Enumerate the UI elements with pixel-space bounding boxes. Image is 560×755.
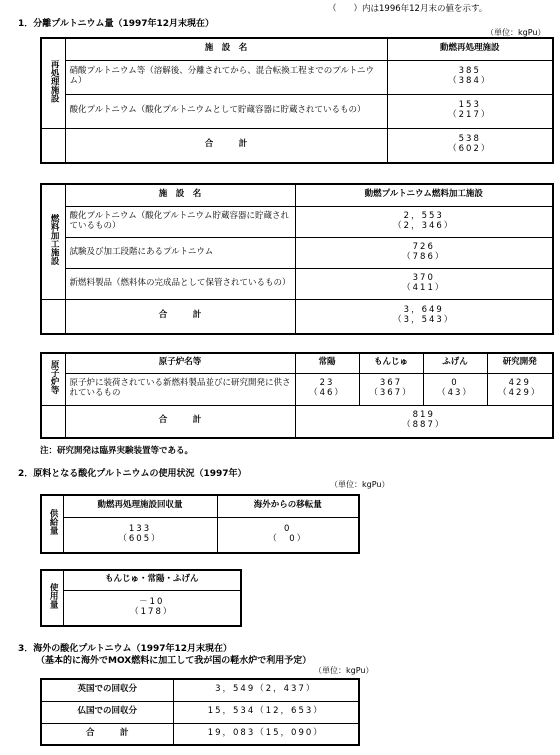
section-1-unit: （単位：kgPu） — [486, 28, 546, 37]
section-1-title: 1．分離プルトニウム量（1997年12月末現在） — [18, 19, 215, 29]
reprocessing-row-name: 酸化プルトニウム（酸化プルトニウムとして貯蔵容器に貯蔵されているもの） — [65, 94, 387, 128]
fuel-fabrication-row-value: 2，553 （2，346） — [295, 206, 553, 237]
overseas-total-label: 合 計 — [41, 723, 173, 745]
reprocessing-side-label: 再処理施設 — [41, 38, 65, 128]
reprocessing-table — [40, 37, 554, 164]
top-note: （ ）内は1996年12月末の値を示す。 — [328, 4, 488, 14]
overseas-row-value-france: 15，534（12，653） — [173, 701, 359, 723]
reactor-col-research: 研究開発 — [487, 353, 553, 373]
reprocessing-row-value: 153 （217） — [387, 94, 553, 128]
reactor-row-name: 原子炉に装荷されている新燃料製品並びに研究開発に供されているもの — [65, 373, 295, 405]
reactor-col-monju: もんじゅ — [359, 353, 423, 373]
fuel-fabrication-row-value: 726 （786） — [295, 237, 553, 268]
fuel-fabrication-col-name: 施 設 名 — [65, 184, 295, 206]
reactor-value-monju: 367 （367） — [359, 373, 423, 405]
section-3-title: 3．海外の酸化プルトニウム（1997年12月末現在） — [18, 644, 233, 654]
reprocessing-total-label: 合 計 — [65, 128, 387, 163]
supply-table — [40, 494, 360, 554]
reactor-col-name: 原子炉名等 — [65, 353, 295, 373]
use-side-label: 使用量 — [41, 570, 63, 626]
reactor-side-label: 原子炉等 — [41, 353, 65, 405]
reactor-value-joyo: 23 （46） — [295, 373, 359, 405]
use-value: －10 （178） — [63, 590, 241, 626]
section-2-unit: （単位：kgPu） — [330, 480, 390, 489]
reprocessing-row-name: 硝酸プルトニウム等（溶解後、分離されてから、混合転換工程までのプルトニウム） — [65, 60, 387, 94]
overseas-total-value: 19，083（15，090） — [173, 723, 359, 745]
reactor-table — [40, 352, 554, 439]
supply-value-overseas: 0 （ 0） — [217, 517, 359, 553]
use-col-reactors: もんじゅ・常陽・ふげん — [63, 570, 241, 590]
fuel-fabrication-total-label: 合 計 — [65, 299, 295, 334]
fuel-fabrication-row-name: 酸化プルトニウム（酸化プルトニウム貯蔵容器に貯蔵されているもの） — [65, 206, 295, 237]
fuel-fabrication-total-value: 3，649 （3，543） — [295, 299, 553, 334]
reprocessing-total-value: 538 （602） — [387, 128, 553, 163]
reprocessing-col-value: 動燃再処理施設 — [387, 38, 553, 60]
reactor-value-research: 429 （429） — [487, 373, 553, 405]
use-table — [40, 569, 242, 627]
fuel-fabrication-table — [40, 183, 554, 335]
section-3-unit: （単位：kgPu） — [314, 666, 374, 675]
fuel-fabrication-side-label: 燃料加工施設 — [41, 184, 65, 299]
reactor-col-joyo: 常陽 — [295, 353, 359, 373]
reprocessing-row-value: 385 （384） — [387, 60, 553, 94]
overseas-table — [40, 678, 360, 746]
section-2-title: 2．原料となる酸化プルトニウムの使用状況（1997年） — [18, 469, 247, 479]
reactor-total-value: 819 （887） — [295, 405, 553, 438]
fuel-fabrication-col-value: 動燃プルトニウム燃料加工施設 — [295, 184, 553, 206]
supply-col-overseas: 海外からの移転量 — [217, 495, 359, 517]
reactor-value-fugen: 0 （43） — [423, 373, 487, 405]
section-1-note: 注：研究開発は臨界実験装置等である。 — [40, 446, 194, 456]
reactor-total-label: 合 計 — [65, 405, 295, 438]
fuel-fabrication-row-name: 試験及び加工段階にあるプルトニウム — [65, 237, 295, 268]
supply-col-domestic: 動燃再処理施設回収量 — [63, 495, 217, 517]
overseas-row-value-uk: 3，549（2，437） — [173, 679, 359, 701]
reactor-col-fugen: ふげん — [423, 353, 487, 373]
section-3-subtitle: （基本的に海外でMOX燃料に加工して我が国の軽水炉で利用予定） — [36, 656, 312, 666]
supply-value-domestic: 133 （605） — [63, 517, 217, 553]
supply-side-label: 供給量 — [41, 495, 63, 553]
reprocessing-col-name: 施 設 名 — [65, 38, 387, 60]
fuel-fabrication-row-value: 370 （411） — [295, 268, 553, 299]
fuel-fabrication-row-name: 新燃料製品（燃料体の完成品として保管されているもの） — [65, 268, 295, 299]
overseas-row-label-uk: 英国での回収分 — [41, 679, 173, 701]
overseas-row-label-france: 仏国での回収分 — [41, 701, 173, 723]
